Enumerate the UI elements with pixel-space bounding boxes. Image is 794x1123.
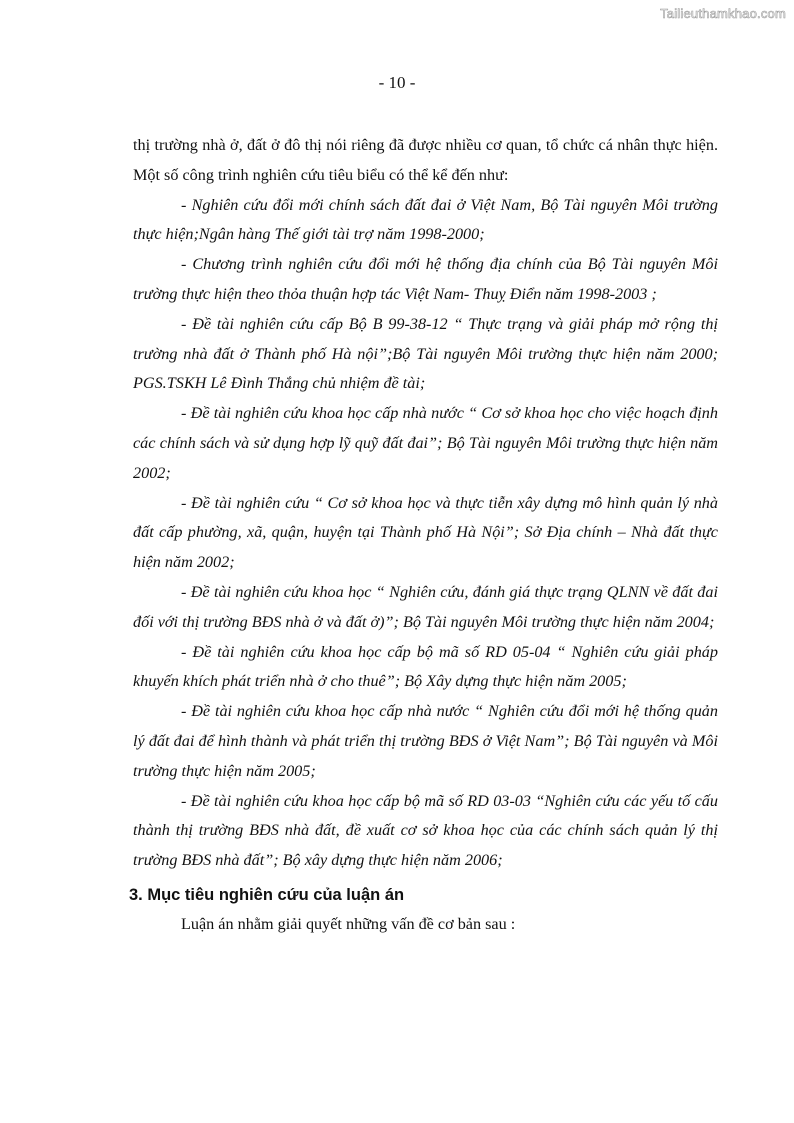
closing-paragraph: Luận án nhằm giải quyết những vấn đề cơ bản sau : — [181, 914, 516, 933]
research-item: - Nghiên cứu đổi mới chính sách đất đai ở Việt Nam, Bộ Tài nguyên Môi trường thực hiện;Ngân hàng Thế giới tài trợ năm 1998-2000; — [133, 195, 718, 244]
document-body — [129, 131, 718, 940]
research-item: - Đề tài nghiên cứu khoa học “ Nghiên cứu, đánh giá thực trạng QLNN về đất đai đối với thị trường BĐS nhà ở và đất ở)”; Bộ Tài nguyên Môi trường thực hiện năm 2004; — [133, 582, 718, 631]
research-item: - Đề tài nghiên cứu “ Cơ sở khoa học và thực tiễn xây dựng mô hình quản lý nhà đất cấp phường, xã, quận, huyện tại Thành phố Hà Nội”; Sở Địa chính – Nhà đất thực hiện năm 2002; — [133, 493, 718, 572]
research-item: - Đề tài nghiên cứu khoa học cấp bộ mã số RD 05-04 “ Nghiên cứu giải pháp khuyến khích phát triển nhà ở cho thuê”; Bộ Xây dựng thực hiện năm 2005; — [133, 642, 718, 691]
page-number: - 10 - — [378, 73, 416, 92]
research-item: - Đề tài nghiên cứu khoa học cấp bộ mã số RD 03-03 “Nghiên cứu các yếu tố cấu thành thị trường BĐS nhà đất, đề xuất cơ sở khoa học của các chính sách quản lý thị trường BĐS nhà đất”; Bộ xây dựng thực hiện năm 2006; — [133, 791, 718, 870]
research-item: - Đề tài nghiên cứu cấp Bộ B 99-38-12 “ Thực trạng và giải pháp mở rộng thị trường nhà đất ở Thành phố Hà nội”;Bộ Tài nguyên Môi trường thực hiện năm 2000; PGS.TSKH Lê Đình Thắng chủ nhiệm đề tài; — [133, 314, 718, 393]
intro-paragraph: thị trường nhà ở, đất ở đô thị nói riêng đã được nhiều cơ quan, tổ chức cá nhân thực hiện. Một số công trình nghiên cứu tiêu biểu có thể kể đến như: — [133, 136, 718, 184]
watermark: Tailieuthamkhao.com — [660, 6, 786, 21]
research-item: - Đề tài nghiên cứu khoa học cấp nhà nước “ Nghiên cứu đổi mới hệ thống quản lý đất đai để hình thành và phát triển thị trường BĐS ở Việt Nam”; Bộ Tài nguyên và Môi trường thực hiện năm 2005; — [133, 702, 718, 780]
section-heading: 3. Mục tiêu nghiên cứu của luận án — [129, 885, 405, 904]
research-item: - Đề tài nghiên cứu khoa học cấp nhà nước “ Cơ sở khoa học cho việc hoạch định các chính sách và sử dụng hợp lỹ quỹ đất đai”; Bộ Tài nguyên Môi trường thực hiện năm 2002; — [133, 404, 718, 482]
research-item: - Chương trình nghiên cứu đổi mới hệ thống địa chính của Bộ Tài nguyên Môi trường thực hiện theo thỏa thuận hợp tác Việt Nam- Thuỵ Điển năm 1998-2003 ; — [133, 255, 718, 303]
